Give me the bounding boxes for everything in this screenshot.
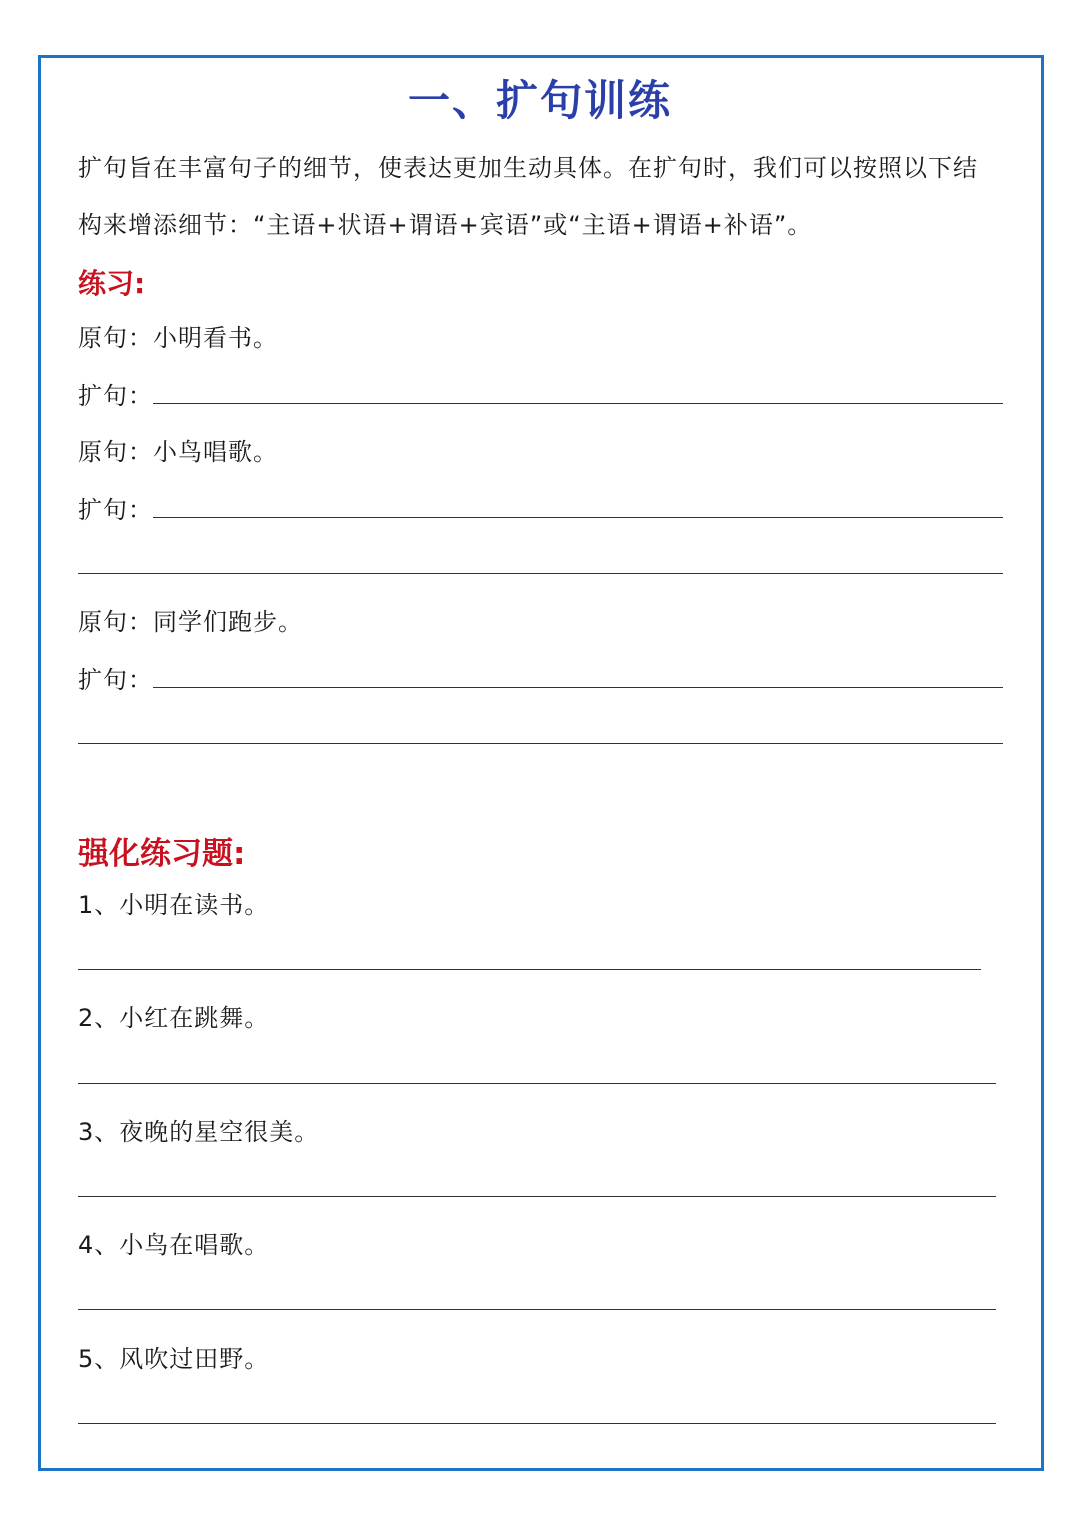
practice-original-2: 原句：小鸟唱歌。 bbox=[78, 438, 278, 466]
reinforce-item-1: 1、小明在读书。 bbox=[78, 891, 270, 919]
reinforce-item-2: 2、小红在跳舞。 bbox=[78, 1004, 270, 1032]
reinforce-item-4: 4、小鸟在唱歌。 bbox=[78, 1231, 270, 1259]
reinforce-item-3: 3、夜晚的星空很美。 bbox=[78, 1118, 320, 1146]
intro-line-1: 扩句旨在丰富句子的细节，使表达更加生动具体。在扩句时，我们可以按照以下结 bbox=[78, 154, 978, 182]
answer-line[interactable] bbox=[153, 403, 1003, 404]
answer-line[interactable] bbox=[78, 743, 1003, 744]
answer-line[interactable] bbox=[78, 1083, 996, 1084]
practice-expand-label-2: 扩句： bbox=[78, 496, 153, 524]
practice-original-3: 原句：同学们跑步。 bbox=[78, 608, 303, 636]
reinforce-heading: 强化练习题: bbox=[78, 836, 246, 872]
practice-expand-label-3: 扩句： bbox=[78, 666, 153, 694]
answer-line[interactable] bbox=[153, 687, 1003, 688]
practice-original-1: 原句：小明看书。 bbox=[78, 324, 278, 352]
answer-line[interactable] bbox=[153, 517, 1003, 518]
answer-line[interactable] bbox=[78, 969, 981, 970]
answer-line[interactable] bbox=[78, 573, 1003, 574]
answer-line[interactable] bbox=[78, 1196, 996, 1197]
answer-line[interactable] bbox=[78, 1309, 996, 1310]
page-title: 一、扩句训练 bbox=[407, 76, 672, 125]
answer-line[interactable] bbox=[78, 1423, 996, 1424]
reinforce-item-5: 5、风吹过田野。 bbox=[78, 1345, 270, 1373]
intro-line-2: 构来增添细节：“主语+状语+谓语+宾语”或“主语+谓语+补语”。 bbox=[78, 211, 813, 239]
practice-expand-label-1: 扩句： bbox=[78, 382, 153, 410]
practice-heading: 练习: bbox=[78, 267, 146, 300]
